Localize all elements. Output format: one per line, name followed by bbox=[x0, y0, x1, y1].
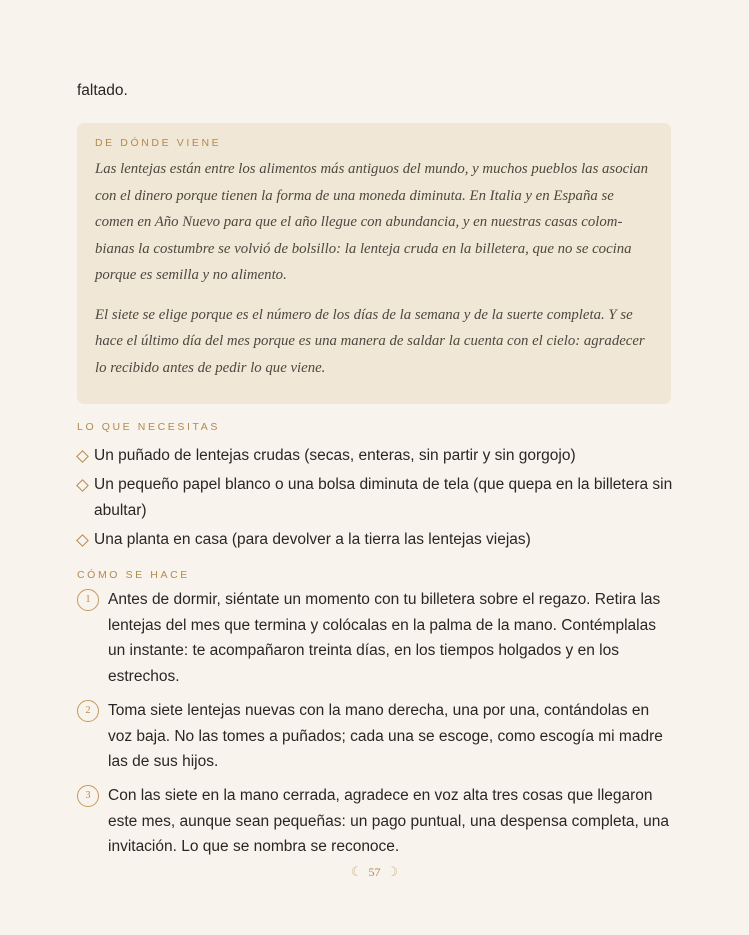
origin-paragraph-2: El siete se elige porque es el número de los días de la semana y de la suerte completa. Y se hace el último día del mes porque es una manera de saldar la cuenta con el cielo: agradecer lo recibido antes de pedir lo que viene. bbox=[95, 306, 645, 376]
list-item bbox=[77, 443, 673, 469]
step-item bbox=[77, 587, 673, 690]
step-number-badge: 3 bbox=[77, 785, 99, 807]
list-item bbox=[77, 527, 673, 553]
needs-list bbox=[77, 443, 673, 556]
diamond-bullet-icon bbox=[76, 450, 89, 463]
step-item bbox=[77, 698, 673, 775]
continuation-text: faltado. bbox=[77, 82, 128, 99]
diamond-bullet-icon bbox=[76, 479, 89, 492]
origin-paragraph-1: Las lentejas están entre los alimentos más antiguos del mundo, y muchos pueblos las asocian con el dinero porque tienen la forma de una moneda diminuta. En Italia y en España se comen en Año Nuevo para que el año llegue con abundancia, y en nuestras casas colombianas la costumbre se volvió de bolsillo: la lenteja cruda en la billetera, que no se cocina porque es semilla y no alimento. bbox=[95, 161, 649, 283]
list-item bbox=[77, 472, 673, 524]
origin-heading: DE DÓNDE VIENE bbox=[95, 137, 222, 149]
howto-heading: CÓMO SE HACE bbox=[77, 569, 190, 581]
page-number: 57 bbox=[368, 865, 381, 879]
crescent-right-icon: ☽ bbox=[386, 864, 399, 879]
needs-item-text: Una planta en casa (para devolver a la tierra las lentejas viejas) bbox=[94, 531, 531, 548]
crescent-left-icon: ☾ bbox=[350, 864, 363, 879]
step-text: Toma siete lentejas nuevas con la mano derecha, una por una, contándolas en voz baja. No las tomes a puñados; cada una se escoge, como escogía mi madre las de sus hijos. bbox=[108, 701, 663, 771]
step-text: Con las siete en la mano cerrada, agradece en voz alta tres cosas que llegaron este mes, aunque sean pequeñas: un pago puntual, una despensa completa, una invitación. Lo que se nombra se reconoce. bbox=[108, 786, 670, 856]
step-number-badge: 1 bbox=[77, 589, 99, 611]
diamond-bullet-icon bbox=[76, 534, 89, 547]
steps-list bbox=[77, 587, 673, 868]
needs-item-text: Un pequeño papel blanco o una bolsa diminuta de tela (que quepa en la billetera sin abultar) bbox=[94, 476, 673, 519]
page-footer bbox=[0, 864, 749, 880]
step-number-badge: 2 bbox=[77, 700, 99, 722]
step-item bbox=[77, 783, 673, 860]
needs-item-text: Un puñado de lentejas crudas (secas, enteras, sin partir y sin gorgojo) bbox=[94, 447, 576, 464]
step-text: Antes de dormir, siéntate un momento con tu billetera sobre el regazo. Retira las lentejas del mes que termina y colócalas en la palma de la mano. Contémplalas un instante: te acompañaron treinta días, en los tiempos holgados y en los estrechos. bbox=[108, 591, 661, 686]
origin-box bbox=[77, 123, 671, 404]
needs-heading: LO QUE NECESITAS bbox=[77, 421, 220, 433]
